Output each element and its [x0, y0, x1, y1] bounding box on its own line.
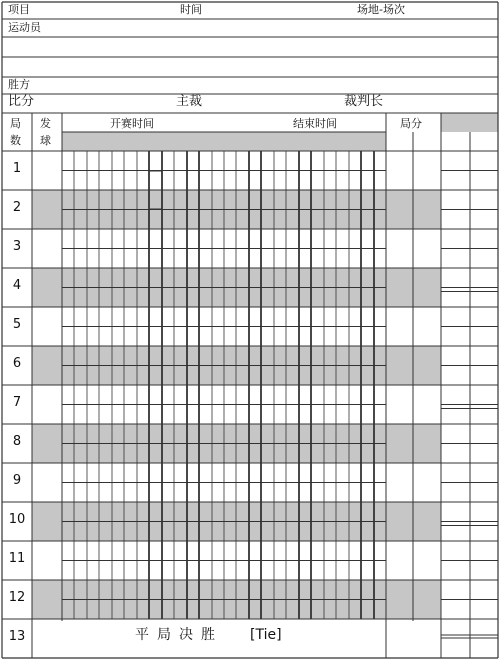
winner-label: 胜方: [8, 78, 30, 91]
time-label: 时间: [180, 3, 202, 16]
tie-header-bar: [441, 113, 498, 132]
tiebreak-text: 平局决胜: [135, 627, 223, 643]
game-number-11: 11: [8, 551, 26, 566]
game-number-13: 13: [8, 629, 26, 644]
game-number-10: 10: [8, 512, 26, 527]
umpire-label: 主裁: [176, 94, 203, 109]
score-header-bar: [62, 132, 386, 151]
serve-col-label: 发 球: [40, 117, 51, 147]
game-number-1: 1: [12, 161, 22, 176]
game-number-7: 7: [12, 395, 22, 410]
start-time-label: 开赛时间: [110, 117, 154, 130]
game-number-5: 5: [12, 317, 22, 332]
game-score-label: 局分: [400, 117, 422, 130]
referee-label: 裁判长: [344, 94, 384, 109]
game-number-12: 12: [8, 590, 26, 605]
venue-label: 场地-场次: [357, 3, 405, 16]
score-label: 比分: [8, 94, 35, 109]
game-col-label: 局 数: [10, 117, 21, 147]
game-number-6: 6: [12, 356, 22, 371]
event-label: 项目: [8, 3, 30, 16]
game-number-2: 2: [12, 200, 22, 215]
end-time-label: 结束时间: [293, 117, 337, 130]
game-number-3: 3: [12, 239, 22, 254]
players-label: 运动员: [8, 21, 41, 34]
game-number-4: 4: [12, 278, 22, 293]
game-number-8: 8: [12, 434, 22, 449]
game-number-9: 9: [12, 473, 22, 488]
tiebreak-tag: [Tie]: [250, 627, 282, 643]
